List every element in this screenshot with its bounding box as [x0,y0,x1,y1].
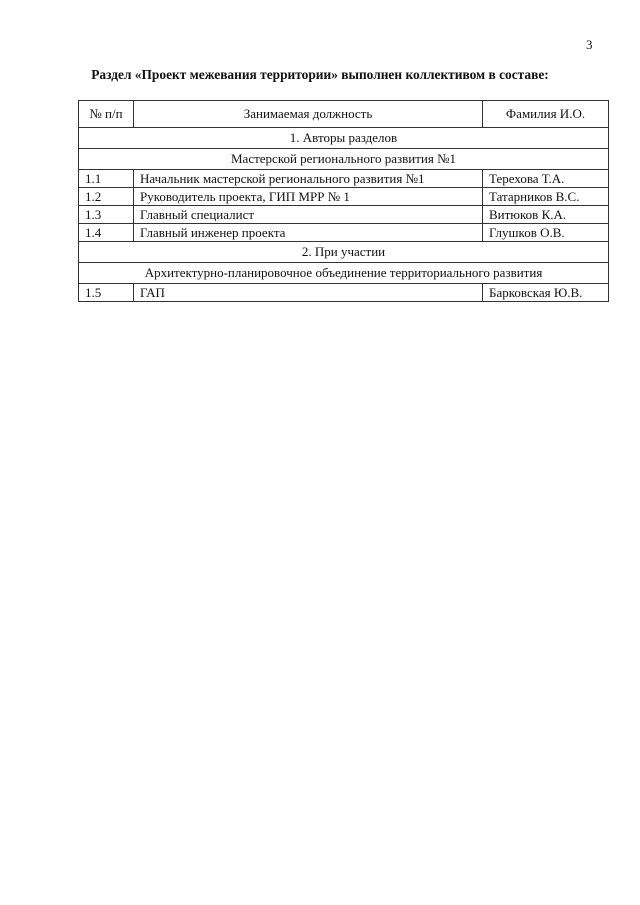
header-position: Занимаемая должность [134,101,483,128]
page-number: 3 [586,37,593,52]
section-2-title: 2. При участии [79,242,609,263]
header-name: Фамилия И.О. [483,101,609,128]
row-position: Главный специалист [134,206,483,224]
row-name: Татарников В.С. [483,188,609,206]
header-num: № п/п [79,101,134,128]
section-1-subtitle: Мастерской регионального развития №1 [79,149,609,170]
section-subtitle-row [79,263,609,284]
staff-table [78,100,609,302]
section-1-title: 1. Авторы разделов [79,128,609,149]
section-subtitle-row [79,149,609,170]
row-num: 1.4 [79,224,134,242]
row-name: Барковская Ю.В. [483,284,609,302]
row-position: Главный инженер проекта [134,224,483,242]
row-num: 1.1 [79,170,134,188]
table-row [79,170,609,188]
row-num: 1.5 [79,284,134,302]
table-row [79,224,609,242]
table-row [79,284,609,302]
row-name: Глушков О.В. [483,224,609,242]
table-header-row [79,101,609,128]
table-row [79,188,609,206]
row-position: Руководитель проекта, ГИП МРР № 1 [134,188,483,206]
row-position: Начальник мастерской регионального развития №1 [134,170,483,188]
row-position: ГАП [134,284,483,302]
row-num: 1.3 [79,206,134,224]
row-name: Витюков К.А. [483,206,609,224]
row-name: Терехова Т.А. [483,170,609,188]
table-row [79,206,609,224]
section-title-row [79,242,609,263]
document-heading: Раздел «Проект межевания территории» выполнен коллективом в составе: [91,67,549,82]
row-num: 1.2 [79,188,134,206]
section-title-row [79,128,609,149]
section-2-subtitle: Архитектурно-планировочное объединение территориального развития [79,263,609,284]
